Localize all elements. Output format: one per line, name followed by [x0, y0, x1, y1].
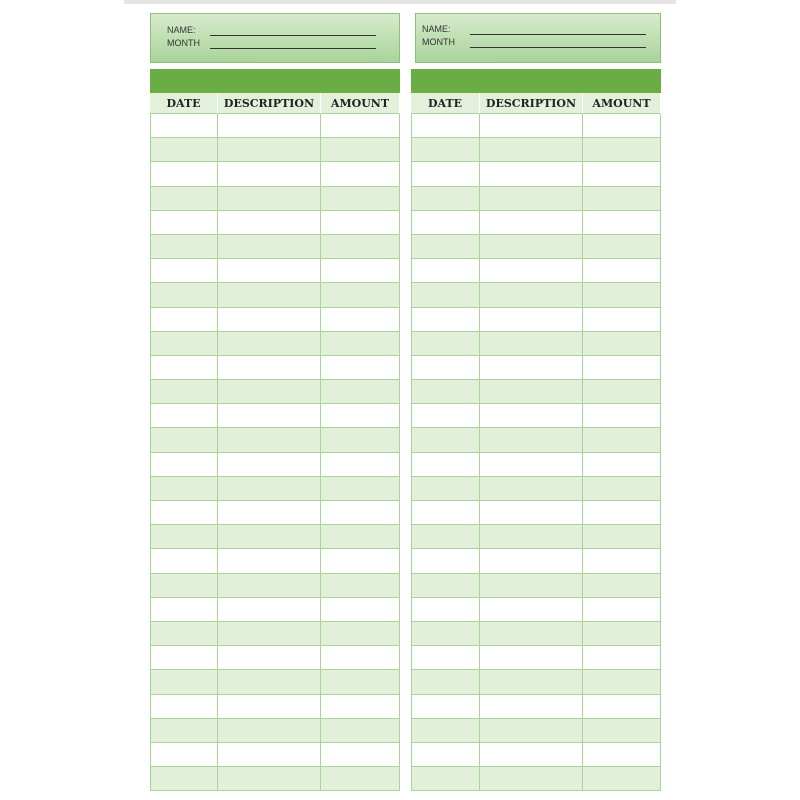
amount-cell[interactable]	[321, 162, 400, 186]
date-cell[interactable]	[150, 501, 218, 525]
date-cell[interactable]	[411, 695, 480, 719]
ledger-grid	[411, 93, 661, 791]
amount-cell[interactable]	[321, 211, 400, 235]
amount-cell[interactable]	[583, 259, 661, 283]
amount-cell[interactable]	[583, 598, 661, 622]
date-cell[interactable]	[150, 574, 218, 598]
amount-cell[interactable]	[321, 598, 400, 622]
date-cell[interactable]	[411, 598, 480, 622]
date-cell[interactable]	[411, 138, 480, 162]
description-cell[interactable]	[480, 380, 583, 404]
description-cell[interactable]	[218, 380, 321, 404]
amount-cell[interactable]	[321, 549, 400, 573]
name-field[interactable]	[470, 26, 646, 35]
date-cell[interactable]	[411, 622, 480, 646]
expense-panel-left	[150, 13, 400, 791]
date-cell[interactable]	[150, 719, 218, 743]
amount-cell[interactable]	[321, 719, 400, 743]
name-row	[167, 23, 399, 36]
description-cell[interactable]	[218, 162, 321, 186]
amount-cell[interactable]	[583, 743, 661, 767]
amount-cell[interactable]	[321, 404, 400, 428]
description-cell[interactable]	[480, 622, 583, 646]
date-cell[interactable]	[411, 646, 480, 670]
description-cell[interactable]	[218, 525, 321, 549]
date-cell[interactable]	[150, 477, 218, 501]
amount-cell[interactable]	[583, 670, 661, 694]
description-cell[interactable]	[218, 211, 321, 235]
amount-cell[interactable]	[321, 695, 400, 719]
description-cell[interactable]	[480, 598, 583, 622]
amount-cell[interactable]	[321, 670, 400, 694]
amount-cell[interactable]	[583, 622, 661, 646]
date-cell[interactable]	[411, 404, 480, 428]
description-cell[interactable]	[480, 695, 583, 719]
column-header-description: DESCRIPTION	[480, 93, 583, 114]
expense-panel-right	[411, 13, 661, 791]
amount-cell[interactable]	[583, 138, 661, 162]
date-cell[interactable]	[411, 670, 480, 694]
amount-cell[interactable]	[583, 380, 661, 404]
amount-cell[interactable]	[321, 525, 400, 549]
table-title-bar	[150, 69, 400, 93]
date-cell[interactable]	[411, 308, 480, 332]
amount-cell[interactable]	[321, 428, 400, 452]
amount-cell[interactable]	[321, 332, 400, 356]
description-cell[interactable]	[218, 695, 321, 719]
description-cell[interactable]	[218, 743, 321, 767]
date-cell[interactable]	[150, 453, 218, 477]
date-cell[interactable]	[150, 211, 218, 235]
description-cell[interactable]	[480, 767, 583, 791]
description-cell[interactable]	[218, 259, 321, 283]
amount-cell[interactable]	[583, 308, 661, 332]
description-cell[interactable]	[218, 598, 321, 622]
amount-cell[interactable]	[321, 453, 400, 477]
description-cell[interactable]	[480, 501, 583, 525]
amount-cell[interactable]	[583, 549, 661, 573]
amount-cell[interactable]	[321, 646, 400, 670]
date-cell[interactable]	[150, 162, 218, 186]
amount-cell[interactable]	[583, 477, 661, 501]
description-cell[interactable]	[218, 283, 321, 307]
date-cell[interactable]	[411, 211, 480, 235]
description-cell[interactable]	[480, 670, 583, 694]
description-cell[interactable]	[218, 308, 321, 332]
date-cell[interactable]	[150, 308, 218, 332]
info-box-right	[415, 13, 661, 63]
amount-cell[interactable]	[321, 308, 400, 332]
description-cell[interactable]	[218, 428, 321, 452]
date-cell[interactable]	[150, 695, 218, 719]
month-row	[167, 36, 399, 49]
description-cell[interactable]	[218, 670, 321, 694]
amount-cell[interactable]	[583, 187, 661, 211]
date-cell[interactable]	[411, 428, 480, 452]
amount-cell[interactable]	[583, 767, 661, 791]
date-cell[interactable]	[411, 162, 480, 186]
date-cell[interactable]	[150, 114, 218, 138]
date-cell[interactable]	[411, 114, 480, 138]
description-cell[interactable]	[480, 525, 583, 549]
month-label: MONTH	[422, 37, 455, 47]
amount-cell[interactable]	[321, 622, 400, 646]
description-cell[interactable]	[480, 332, 583, 356]
description-cell[interactable]	[480, 235, 583, 259]
description-cell[interactable]	[480, 187, 583, 211]
month-field[interactable]	[210, 40, 376, 49]
amount-cell[interactable]	[583, 114, 661, 138]
ledger-grid	[150, 93, 400, 791]
description-cell[interactable]	[480, 743, 583, 767]
description-cell[interactable]	[480, 453, 583, 477]
description-cell[interactable]	[218, 453, 321, 477]
description-cell[interactable]	[218, 187, 321, 211]
date-cell[interactable]	[150, 332, 218, 356]
date-cell[interactable]	[150, 743, 218, 767]
date-cell[interactable]	[150, 622, 218, 646]
date-cell[interactable]	[150, 404, 218, 428]
description-cell[interactable]	[480, 308, 583, 332]
amount-cell[interactable]	[583, 356, 661, 380]
month-label: MONTH	[167, 38, 200, 48]
date-cell[interactable]	[150, 235, 218, 259]
description-cell[interactable]	[480, 477, 583, 501]
date-cell[interactable]	[411, 356, 480, 380]
month-field[interactable]	[470, 39, 646, 48]
amount-cell[interactable]	[583, 283, 661, 307]
description-cell[interactable]	[480, 114, 583, 138]
amount-cell[interactable]	[321, 235, 400, 259]
amount-cell[interactable]	[583, 646, 661, 670]
name-field[interactable]	[210, 27, 376, 36]
description-cell[interactable]	[480, 211, 583, 235]
description-cell[interactable]	[480, 404, 583, 428]
column-header-date: DATE	[150, 93, 218, 114]
amount-cell[interactable]	[321, 259, 400, 283]
page-top-border	[124, 0, 676, 4]
date-cell[interactable]	[411, 380, 480, 404]
date-cell[interactable]	[411, 259, 480, 283]
description-cell[interactable]	[218, 477, 321, 501]
date-cell[interactable]	[150, 138, 218, 162]
amount-cell[interactable]	[583, 525, 661, 549]
month-row	[422, 35, 660, 48]
amount-cell[interactable]	[321, 743, 400, 767]
name-label: NAME:	[422, 24, 451, 34]
amount-cell[interactable]	[321, 138, 400, 162]
column-header-description: DESCRIPTION	[218, 93, 321, 114]
date-cell[interactable]	[150, 187, 218, 211]
description-cell[interactable]	[218, 549, 321, 573]
date-cell[interactable]	[150, 549, 218, 573]
column-header-amount: AMOUNT	[321, 93, 400, 114]
column-header-amount: AMOUNT	[583, 93, 661, 114]
description-cell[interactable]	[480, 646, 583, 670]
ledger-table-left	[150, 69, 400, 791]
info-box-left	[150, 13, 400, 63]
date-cell[interactable]	[150, 428, 218, 452]
date-cell[interactable]	[150, 670, 218, 694]
amount-cell[interactable]	[321, 477, 400, 501]
date-cell[interactable]	[411, 332, 480, 356]
description-cell[interactable]	[480, 719, 583, 743]
amount-cell[interactable]	[321, 187, 400, 211]
date-cell[interactable]	[411, 767, 480, 791]
amount-cell[interactable]	[321, 501, 400, 525]
date-cell[interactable]	[411, 719, 480, 743]
amount-cell[interactable]	[321, 380, 400, 404]
amount-cell[interactable]	[583, 574, 661, 598]
description-cell[interactable]	[480, 283, 583, 307]
description-cell[interactable]	[218, 574, 321, 598]
date-cell[interactable]	[411, 549, 480, 573]
amount-cell[interactable]	[321, 356, 400, 380]
description-cell[interactable]	[480, 138, 583, 162]
description-cell[interactable]	[480, 428, 583, 452]
description-cell[interactable]	[218, 356, 321, 380]
date-cell[interactable]	[411, 235, 480, 259]
date-cell[interactable]	[411, 283, 480, 307]
name-label: NAME:	[167, 25, 196, 35]
description-cell[interactable]	[480, 356, 583, 380]
date-cell[interactable]	[411, 477, 480, 501]
amount-cell[interactable]	[321, 574, 400, 598]
date-cell[interactable]	[411, 574, 480, 598]
amount-cell[interactable]	[583, 453, 661, 477]
description-cell[interactable]	[480, 162, 583, 186]
description-cell[interactable]	[218, 114, 321, 138]
amount-cell[interactable]	[583, 211, 661, 235]
date-cell[interactable]	[411, 453, 480, 477]
date-cell[interactable]	[411, 187, 480, 211]
date-cell[interactable]	[150, 598, 218, 622]
amount-cell[interactable]	[583, 332, 661, 356]
amount-cell[interactable]	[583, 719, 661, 743]
date-cell[interactable]	[411, 743, 480, 767]
amount-cell[interactable]	[583, 428, 661, 452]
amount-cell[interactable]	[321, 114, 400, 138]
description-cell[interactable]	[480, 259, 583, 283]
ledger-table-right	[411, 69, 661, 791]
name-row	[422, 22, 660, 35]
table-title-bar	[411, 69, 661, 93]
amount-cell[interactable]	[583, 501, 661, 525]
date-cell[interactable]	[150, 646, 218, 670]
amount-cell[interactable]	[321, 283, 400, 307]
amount-cell[interactable]	[583, 695, 661, 719]
description-cell[interactable]	[218, 501, 321, 525]
date-cell[interactable]	[150, 259, 218, 283]
date-cell[interactable]	[150, 767, 218, 791]
description-cell[interactable]	[480, 574, 583, 598]
description-cell[interactable]	[480, 549, 583, 573]
date-cell[interactable]	[411, 501, 480, 525]
description-cell[interactable]	[218, 235, 321, 259]
description-cell[interactable]	[218, 138, 321, 162]
date-cell[interactable]	[150, 380, 218, 404]
description-cell[interactable]	[218, 404, 321, 428]
amount-cell[interactable]	[583, 162, 661, 186]
date-cell[interactable]	[150, 356, 218, 380]
date-cell[interactable]	[411, 525, 480, 549]
amount-cell[interactable]	[321, 767, 400, 791]
date-cell[interactable]	[150, 525, 218, 549]
description-cell[interactable]	[218, 622, 321, 646]
description-cell[interactable]	[218, 646, 321, 670]
amount-cell[interactable]	[583, 404, 661, 428]
description-cell[interactable]	[218, 332, 321, 356]
description-cell[interactable]	[218, 767, 321, 791]
description-cell[interactable]	[218, 719, 321, 743]
date-cell[interactable]	[150, 283, 218, 307]
column-header-date: DATE	[411, 93, 480, 114]
amount-cell[interactable]	[583, 235, 661, 259]
